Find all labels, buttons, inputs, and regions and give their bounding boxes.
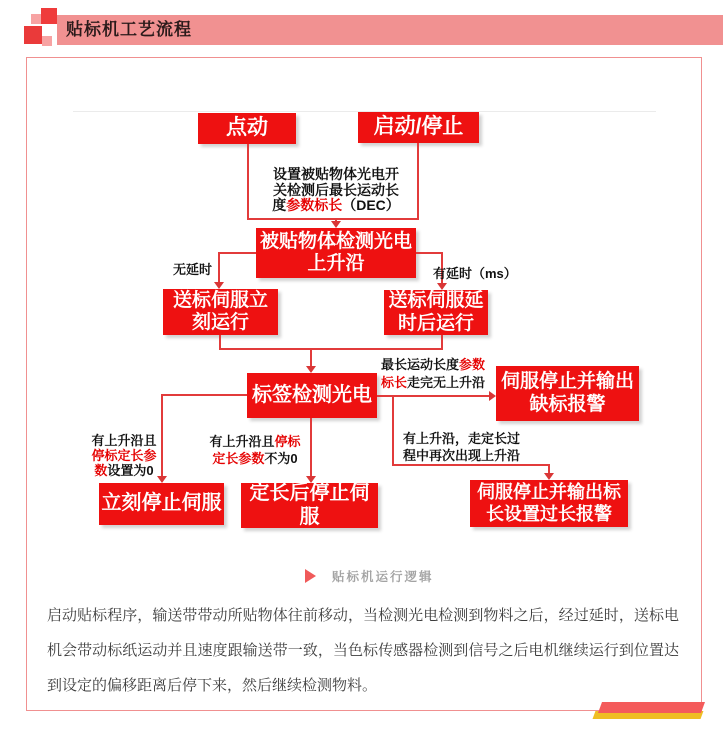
flow-box-label: 刻运行 (191, 312, 249, 333)
label-line: 设置被贴物体光电开 (273, 166, 399, 182)
flow-box-alarm-missing (496, 366, 639, 421)
flow-box-label: 立刻停止伺服 (101, 492, 222, 515)
label-cond-mid: 有上升沿且停标 定长参数不为0 (209, 434, 301, 466)
connector (392, 395, 394, 466)
connector (310, 348, 312, 366)
play-triangle-icon (305, 569, 316, 583)
label-has-delay: 有延时（ms） (433, 266, 517, 281)
connector (392, 464, 550, 466)
flow-box-label: 伺服停止并输出标 (477, 482, 621, 503)
connector (548, 464, 550, 473)
arrow-down-icon (214, 282, 224, 289)
arrow-right-icon (489, 391, 496, 401)
caption-text: 贴标机运行逻辑 (332, 570, 434, 584)
flow-box-label: 点动 (226, 116, 268, 140)
logo-square (41, 8, 57, 24)
arrow-down-icon (306, 476, 316, 483)
connector (219, 348, 443, 350)
connector (218, 252, 256, 254)
flow-box-label: 上升沿 (307, 253, 365, 274)
label-line: 关检测后最长运动长 (273, 181, 399, 198)
flow-box-label: 被贴物体检测光电 (259, 230, 412, 252)
description-paragraph: 启动贴标程序，输送带带动所贴物体往前移动，当检测光电检测到物料之后，经过延时，送标电机会带动标纸运动并且速度跟输送带一致，当色标传感器检测到信号之后电机继续运行到位置达到设定的偏移距离后停下来，然后继续检测物料。 (47, 607, 679, 694)
flow-box-servo-delay (384, 290, 488, 335)
connector (161, 394, 247, 396)
flow-box-alarm-overlong (470, 480, 628, 527)
flow-box-label-pe (247, 373, 377, 418)
logo-square (42, 36, 52, 46)
flow-box-label: 时后运行 (397, 312, 474, 334)
connector (416, 252, 443, 254)
flow-box-label: 启动/停止 (373, 115, 464, 139)
flow-box-start-stop (358, 112, 479, 143)
arrow-down-icon (331, 221, 341, 228)
page-title: 贴标机工艺流程 (66, 20, 192, 39)
flow-box-label: 长设置过长报警 (486, 503, 612, 524)
label-setup (256, 167, 416, 214)
label-cond-missing: 最长运动长度参数 标长走完无上升沿 (381, 357, 486, 390)
connector (218, 252, 220, 282)
label-cond-overlong: 有上升沿，走定长过 程中再次出现上升沿 (403, 431, 521, 463)
flow-box-stop-fixed (241, 483, 378, 528)
flow-box-label: 送标伺服延 (388, 290, 484, 312)
flow-box-label: 送标伺服立 (172, 289, 268, 311)
arrow-down-icon (437, 283, 447, 290)
label-no-delay: 无延时 (173, 262, 213, 277)
flow-box-label: 缺标报警 (529, 393, 606, 415)
arrow-down-icon (544, 473, 554, 480)
flow-box-label: 伺服停止并输出 (500, 371, 634, 393)
connector (310, 418, 312, 476)
logo-square (24, 26, 42, 44)
flow-box-label: 标签检测光电 (252, 383, 372, 406)
flow-box-stop-immediate (99, 483, 224, 525)
content-card (26, 57, 702, 711)
decoration-red-bar (598, 702, 705, 713)
label-cond-left: 有上升沿且 停标定长参 数设置为0 (91, 433, 157, 478)
connector (247, 218, 419, 220)
arrow-down-icon (306, 366, 316, 373)
flow-box-detect-pe (256, 228, 416, 278)
label-line: 度参数标长（DEC） (272, 197, 400, 213)
connector (247, 144, 249, 220)
connector (417, 143, 419, 220)
flow-box-label: 定长后停止伺服 (249, 481, 370, 528)
logo-square (31, 14, 41, 24)
flow-box-servo-immediate (163, 289, 278, 335)
logo-square (42, 26, 52, 36)
flow-box-jog (198, 113, 296, 144)
caption (305, 567, 434, 585)
